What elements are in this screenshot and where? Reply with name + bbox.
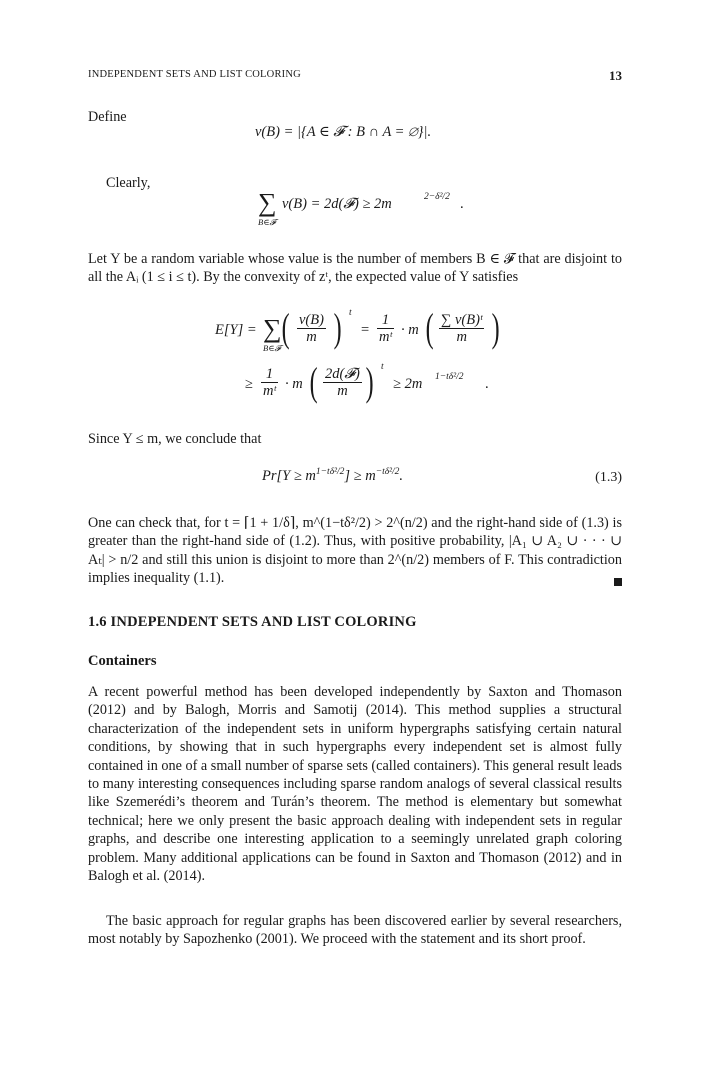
subsection-title: Containers (88, 653, 157, 669)
sigma-symbol: ∑ (258, 188, 277, 217)
ge-paren-open: ( (309, 359, 318, 404)
define-text: Define (88, 109, 127, 125)
qed-square (614, 578, 622, 586)
ey-frac3: $\frac{\text{∑ v(B)ᵗ}}{m}$ (441, 312, 483, 345)
ey-paren3-close: ) (491, 305, 500, 350)
ge-frac1: $\frac{1}{\text{mᵗ}}$ (263, 366, 276, 399)
ge-rhs: ≥ 2m (393, 376, 423, 392)
equation-vb: v(B) = |{A ∈ 𝓕 : B ∩ A = ∅}|. (255, 124, 432, 140)
ey-lhs: E[Y] = (215, 322, 257, 338)
ge-paren-close: ) (365, 359, 374, 404)
pr-mid: ] ≥ m (344, 467, 376, 484)
equation-lower-bound (245, 359, 515, 412)
since-text: Since Y ≤ m, we conclude that (88, 431, 262, 447)
paragraph-containers: A recent powerful method has been developed independently by Saxton and Thomason (2012) and by Balogh, Morris and Samotij (2014). This method supplies a structural characterization of the independent sets in uniform hypergraphs satisfying certain natural conditions, by showing that in such hypergraphs every independent set is almost fully contained in one of a small number of sparse sets (called containers). This general result leads to many interesting consequences including sparse random analogs of several classical results like Szemerédi’s theorem and Turán’s theorem. The method is elementary but somewhat technical; here we only present the basic approach dealing with independent sets in regular graphs, and describe one interesting application to a seemingly unrelated graph coloring problem. Many additional applications can be found in Saxton and Thomason (2012) and in Balogh et al. (2014). (88, 684, 622, 885)
paragraph-basic-approach: The basic approach for regular graphs has been discovered earlier by several researchers, most notably by Sapozhenko (2001). We proceed with the statement and its short proof. (88, 913, 622, 948)
ey-paren-open: ( (281, 305, 290, 350)
pr-exp2: −tδ²/2 (375, 467, 400, 477)
equation-number: (1.3) (595, 470, 622, 485)
ey-frac2: $\frac{1}{\text{mᵗ}}$ (379, 312, 392, 345)
sum-subscript: B∈𝓕 (258, 217, 276, 227)
ge-frac2: 2d(𝓕) m (325, 366, 360, 399)
ge-symbol: ≥ (245, 376, 253, 392)
ge-rhs-exponent: 1−tδ²/2 (435, 372, 464, 382)
ey-paren3-open: ( (425, 305, 434, 350)
ey-dot-m: · m (401, 322, 419, 338)
paragraph-let-y: Let Y be a random variable whose value is the number of members B ∈ 𝓕 that are disjoint to all the Aᵢ (1 ≤ i ≤ t). By the convexity of zᵗ, the expected value of Y satisfies (88, 251, 622, 286)
paragraph-check: One can check that, for t = ⌈1 + 1/δ⌉, m^(1−tδ²/2) > 2^(n/2) and the right-hand side of (1.3) is greater than the right-hand side of (1.2). Thus, with positive probability, |A₁ ∪ A₂ ∪ · · · ∪ Aₜ| > n/2 and still this union is disjoint to more than 2^(n/2) members of F. This contradiction implies inequality (1.1). (88, 515, 622, 587)
sum-period: . (460, 196, 464, 212)
ey-equals: = (361, 322, 370, 338)
equation-expectation (215, 305, 515, 358)
pr-end: . (399, 467, 404, 484)
ge-period: . (485, 376, 489, 392)
ge-dot-m: · m (285, 376, 303, 392)
equation-probability (262, 467, 403, 485)
section-title: 1.6 INDEPENDENT SETS AND LIST COLORING (88, 614, 417, 630)
equation-sum (258, 188, 498, 232)
pr-exp1: 1−tδ²/2 (315, 467, 345, 477)
pr-lhs: Pr[Y ≥ m (262, 467, 316, 484)
ey-exp-t: t (349, 308, 352, 318)
running-header (88, 69, 622, 87)
sum-expression: v(B) = 2d(𝓕) ≥ 2m (282, 196, 392, 212)
ge-exp-t: t (381, 362, 384, 372)
sum-exponent: 2−δ²/2 (424, 192, 450, 202)
ey-sigma: ∑ (263, 314, 282, 343)
ey-paren-close: ) (333, 305, 342, 350)
ey-frac1: $\frac{v(B)}{m}$ (299, 312, 324, 345)
clearly-text: Clearly, (106, 175, 151, 191)
ey-subscript: B∈𝓕 (263, 343, 281, 353)
page-number: 13 (609, 68, 622, 83)
running-title: INDEPENDENT SETS AND LIST COLORING (88, 69, 301, 80)
